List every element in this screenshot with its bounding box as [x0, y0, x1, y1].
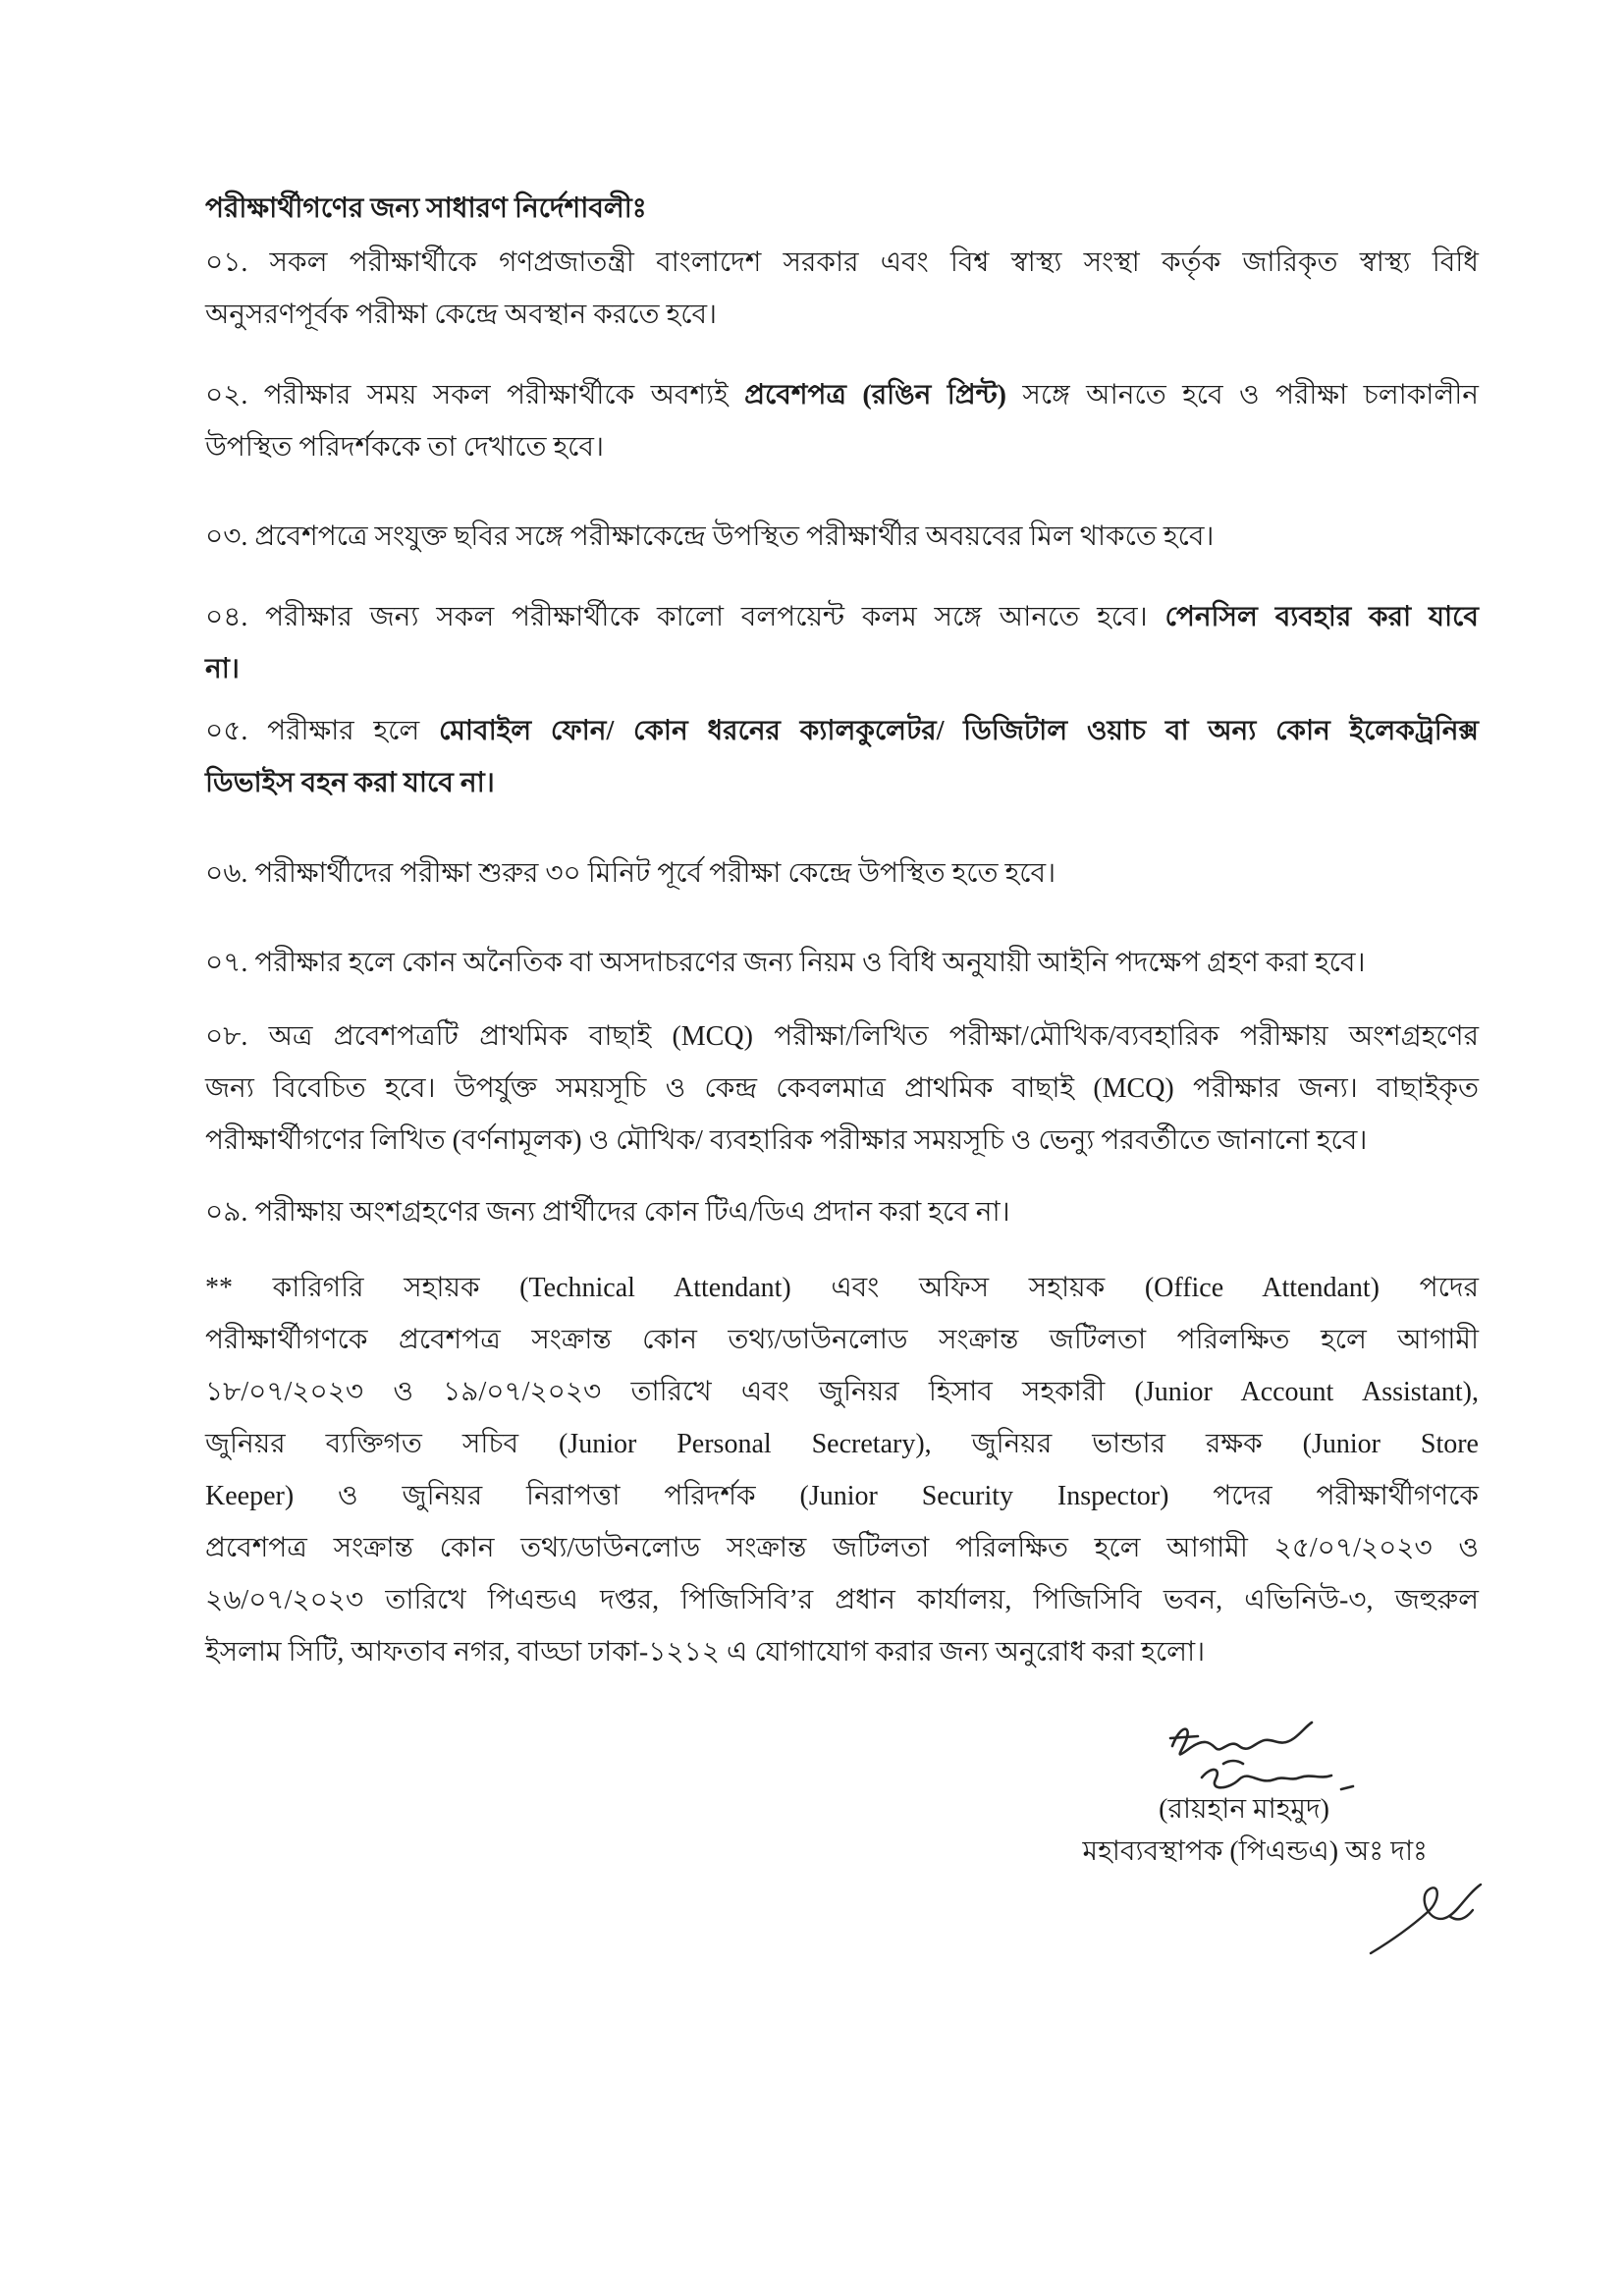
text-line: [205, 847, 1479, 900]
text-line: [205, 1011, 1479, 1063]
instruction-item: [205, 705, 1479, 809]
contact-note: [205, 1262, 1479, 1678]
body-text: ০৭. পরীক্ষার হলে কোন অনৈতিক বা অসদাচরণের জন্য নিয়ম ও বিধি অনুযায়ী আইনি পদক্ষেপ গ্রহণ করা হবে।: [205, 948, 1366, 978]
text-line: [205, 1470, 1479, 1522]
body-text: ০৮. অত্র প্রবেশপত্রটি প্রাথমিক বাছাই (MCQ) পরীক্ষা/লিখিত পরীক্ষা/মৌখিক/ব্যবহারিক পরীক্ষায় অংশগ্রহণের: [205, 1021, 1479, 1052]
initial-signature: [1363, 1871, 1490, 1961]
text-line: [205, 369, 1479, 421]
body-text: পরীক্ষার্থীগণকে প্রবেশপত্র সংক্রান্ত কোন তথ্য/ডাউনলোড সংক্রান্ত জটিলতা পরিলক্ষিত হলে আগামী: [205, 1325, 1479, 1355]
body-text: জুনিয়র ব্যক্তিগত সচিব (Junior Personal Secretary), জুনিয়র ভান্ডার রক্ষক (Junior Store: [205, 1429, 1479, 1459]
body-text: ০৫. পরীক্ষার হলে: [205, 716, 439, 746]
text-line: [205, 1574, 1479, 1626]
text-line: [205, 705, 1479, 757]
text-line: [205, 1418, 1479, 1470]
emphasis-text: ডিভাইস বহন করা যাবে না।: [205, 768, 495, 798]
body-text: ** কারিগরি সহায়ক (Technical Attendant) এবং অফিস সহায়ক (Office Attendant) পদের: [205, 1273, 1479, 1303]
body-text: ইসলাম সিটি, আফতাব নগর, বাড্ডা ঢাকা-১২১২ এ যোগাযোগ করার জন্য অনুরোধ করা হলো।: [205, 1637, 1206, 1667]
text-line: [205, 511, 1479, 563]
text-line: [205, 1262, 1479, 1314]
text-line: [205, 289, 1479, 341]
body-text: অনুসরণপূর্বক পরীক্ষা কেন্দ্রে অবস্থান করতে হবে।: [205, 300, 718, 330]
text-line: [205, 1522, 1479, 1574]
instruction-item: [205, 847, 1479, 900]
signatory-designation: মহাব্যবস্থাপক (পিএন্ডএ) অঃ দাঃ: [1082, 1836, 1428, 1867]
body-text: উপস্থিত পরিদর্শককে তা দেখাতে হবে।: [205, 432, 605, 463]
text-line: [205, 1063, 1479, 1115]
body-text: ২৬/০৭/২০২৩ তারিখে পিএন্ডএ দপ্তর, পিজিসিবি’র প্রধান কার্যালয়, পিজিসিবি ভবন, এভিনিউ-৩, জহুরুল: [205, 1585, 1479, 1615]
body-text: ০৯. পরীক্ষায় অংশগ্রহণের জন্য প্রার্থীদের কোন টিএ/ডিএ প্রদান করা হবে না।: [205, 1197, 1010, 1228]
text-line: [205, 1314, 1479, 1366]
emphasis-text: পেনসিল ব্যবহার করা যাবে: [1164, 602, 1479, 632]
instruction-item: [205, 369, 1479, 473]
text-line: [205, 421, 1479, 473]
notice-heading: পরীক্ষার্থীগণের জন্য সাধারণ নির্দেশাবলীঃ: [205, 193, 647, 224]
text-line: [205, 1115, 1479, 1167]
body-text: ০৪. পরীক্ষার জন্য সকল পরীক্ষার্থীকে কালো বলপয়েন্ট কলম সঙ্গে আনতে হবে।: [205, 602, 1165, 632]
text-line: [205, 937, 1479, 989]
notice-body: [205, 183, 1479, 1678]
body-text: প্রবেশপত্র সংক্রান্ত কোন তথ্য/ডাউনলোড সংক্রান্ত জটিলতা পরিলক্ষিত হলে আগামী ২৫/০৭/২০২৩ ও: [205, 1533, 1479, 1563]
body-text: ০২. পরীক্ষার সময় সকল পরীক্ষার্থীকে অবশ্যই: [205, 380, 745, 410]
text-line: [205, 237, 1479, 289]
body-text: ০১. সকল পরীক্ষার্থীকে গণপ্রজাতন্ত্রী বাংলাদেশ সরকার এবং বিশ্ব স্বাস্থ্য সংস্থা কর্তৃক জারিকৃত স্বাস্থ্য বিধি: [205, 247, 1479, 278]
text-line: [205, 591, 1479, 643]
emphasis-text: না।: [205, 654, 240, 684]
instruction-item: [205, 591, 1479, 695]
signatory-name: (রায়হান মাহমুদ): [1159, 1794, 1329, 1825]
body-text: ০৩. প্রবেশপত্রে সংযুক্ত ছবির সঙ্গে পরীক্ষাকেন্দ্রে উপস্থিত পরীক্ষার্থীর অবয়বের মিল থাকতে হবে।: [205, 521, 1215, 552]
body-text: সঙ্গে আনতে হবে ও পরীক্ষা চলাকালীন: [1006, 380, 1479, 410]
text-line: [205, 1366, 1479, 1418]
instruction-item: [205, 511, 1479, 563]
text-line: [205, 643, 1479, 695]
body-text: Keeper) ও জুনিয়র নিরাপত্তা পরিদর্শক (Junior Security Inspector) পদের পরীক্ষার্থীগণকে: [205, 1481, 1479, 1511]
body-text: ১৮/০৭/২০২৩ ও ১৯/০৭/২০২৩ তারিখে এবং জুনিয়র হিসাব সহকারী (Junior Account Assistant),: [205, 1377, 1479, 1407]
body-text: ০৬. পরীক্ষার্থীদের পরীক্ষা শুরুর ৩০ মিনিট পূর্বে পরীক্ষা কেন্দ্রে উপস্থিত হতে হবে।: [205, 858, 1056, 889]
body-text: পরীক্ষার্থীগণের লিখিত (বর্ণনামূলক) ও মৌখিক/ ব্যবহারিক পরীক্ষার সময়সূচি ও ভেন্যু পরবর্তীতে জানানো হবে।: [205, 1125, 1368, 1156]
emphasis-text: মোবাইল ফোন/ কোন ধরনের ক্যালকুলেটর/ ডিজিটাল ওয়াচ বা অন্য কোন ইলেকট্রনিক্স: [438, 716, 1479, 746]
text-line: [205, 1186, 1479, 1238]
body-text: জন্য বিবেচিত হবে। উপর্যুক্ত সময়সূচি ও কেন্দ্র কেবলমাত্র প্রাথমিক বাছাই (MCQ) পরীক্ষার জন্য। বাছাইকৃত: [205, 1073, 1479, 1104]
instruction-item: [205, 1186, 1479, 1238]
instruction-item: [205, 1011, 1479, 1167]
text-line: [205, 757, 1479, 809]
text-line: [205, 1626, 1479, 1678]
instruction-item: [205, 237, 1479, 341]
emphasis-text: প্রবেশপত্র (রঙিন প্রিন্ট): [744, 380, 1006, 410]
instruction-item: [205, 937, 1479, 989]
